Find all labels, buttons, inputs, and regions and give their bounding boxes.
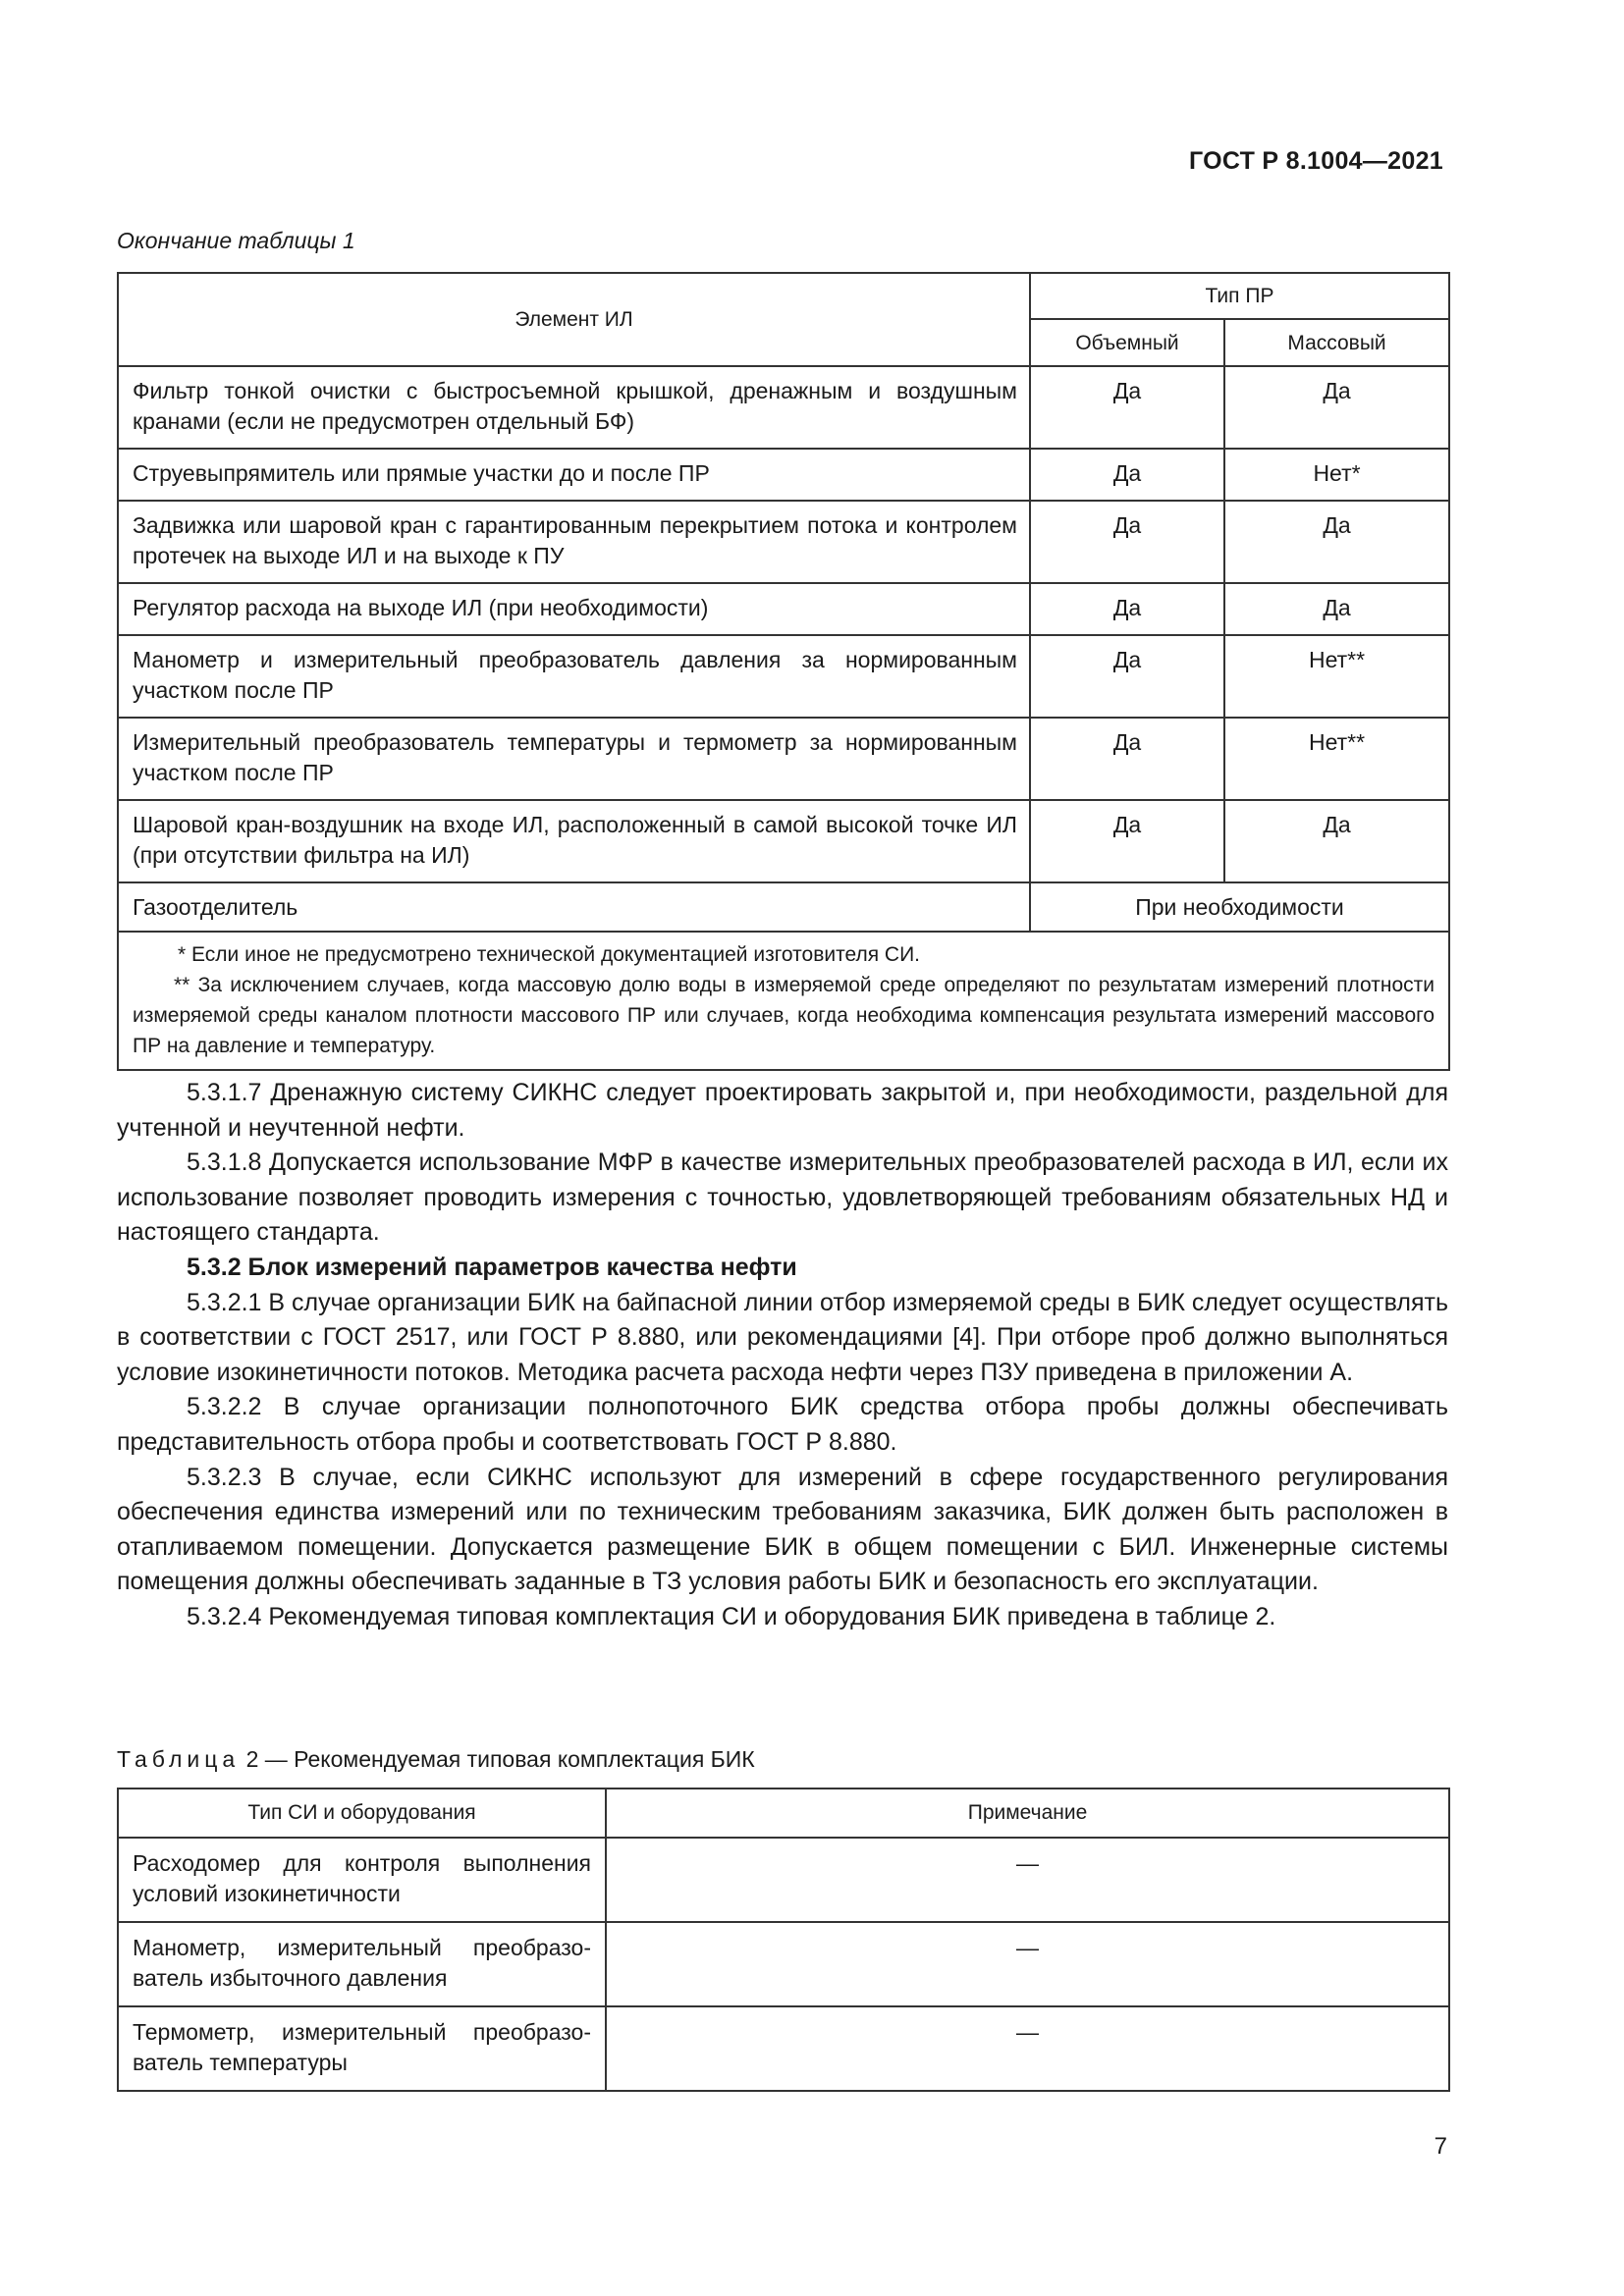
table1-cell-mass: Нет** [1224, 635, 1449, 718]
table2-caption-text: 2 — Рекомендуемая типовая комплектация БИК [240, 1746, 755, 1772]
table1-notes [118, 932, 1449, 1070]
table1-cell-volumetric: Да [1030, 366, 1224, 449]
table1-cell-volumetric: Да [1030, 449, 1224, 501]
table-row [118, 501, 1449, 583]
table2 [117, 1788, 1450, 2092]
table2-header-note: Примечание [606, 1789, 1449, 1838]
paragraph-5-3-1-8: 5.3.1.8 Допускается использование МФР в качестве измерительных преобразователей расхода в ИЛ, если их использование позволяет проводить измерения с точностью, удовлетворяющей требованиям обязательных НД и настоящего стандарта. [117, 1148, 1448, 1247]
table-row [118, 2006, 1449, 2091]
table2-cell-note: — [606, 1922, 1449, 2006]
table1-caption: Окончание таблицы 1 [117, 228, 355, 253]
table1-cell-element: Задвижка или шаровой кран с гарантированным перекрытием потока и контролем протечек на выходе ИЛ и на выходе к ПУ [118, 501, 1030, 583]
table-row [118, 366, 1449, 449]
table1-cell-element: Манометр и измерительный преобразователь давления за нормированным участком после ПР [118, 635, 1030, 718]
table1-cell-volumetric: Да [1030, 583, 1224, 635]
table1-cell-volumetric: Да [1030, 800, 1224, 882]
table1-cell-mass: Да [1224, 800, 1449, 882]
table-row [118, 882, 1449, 932]
table1-header-type-group: Тип ПР [1030, 273, 1449, 319]
table1-cell-element: Измерительный преобразователь температуры и термометр за нормированным участком после ПР [118, 718, 1030, 800]
table1-cell-volumetric: Да [1030, 718, 1224, 800]
table2-cell-type: Манометр, измерительный преобразователь избыточного давления [118, 1922, 606, 2006]
table1-notes-row [118, 932, 1449, 1070]
table1-header-element: Элемент ИЛ [118, 273, 1030, 366]
table-row [118, 1922, 1449, 2006]
table1-cell-mass: Да [1224, 501, 1449, 583]
table-row [118, 449, 1449, 501]
table2-cell-note: — [606, 2006, 1449, 2091]
table1-cell-element: Регулятор расхода на выходе ИЛ (при необходимости) [118, 583, 1030, 635]
table1-header-mass: Массовый [1224, 319, 1449, 366]
table1-cell-volumetric: Да [1030, 635, 1224, 718]
table2-cell-type: Расходомер для контроля выполнения условий изокинетичности [118, 1838, 606, 1922]
paragraph-5-3-2-2: 5.3.2.2 В случае организации полнопоточного БИК средства отбора пробы должны обеспечивать представительность отбора пробы и соответствовать ГОСТ Р 8.880. [117, 1393, 1448, 1456]
paragraph-5-3-2-3: 5.3.2.3 В случае, если СИКНС используют для измерений в сфере государственного регулирования обеспечения единства измерений или по техническим требованиям заказчика, БИК должен быть расположен в отапливаемом помещении. Допускается размещение БИК в общем помещении с БИЛ. Инженерные системы помещения должны обеспечивать заданные в ТЗ условия работы БИК и безопасность его эксплуатации. [117, 1463, 1448, 1596]
table2-cell-note: — [606, 1838, 1449, 1922]
table-row [118, 583, 1449, 635]
table1-header-volumetric: Объемный [1030, 319, 1224, 366]
table1-footnote-1: * Если иное не предусмотрено технической документацией изготовителя СИ. [178, 943, 921, 966]
table1-cell-mass: Нет* [1224, 449, 1449, 501]
table2-cell-type: Термометр, измерительный преобразователь температуры [118, 2006, 606, 2091]
table2-header-type: Тип СИ и оборудования [118, 1789, 606, 1838]
table-row [118, 718, 1449, 800]
table1-cell-mass: Да [1224, 366, 1449, 449]
table-row [118, 635, 1449, 718]
table1-cell-element: Фильтр тонкой очистки с быстросъемной крышкой, дренажным и воздушным кранами (если не предусмотрен отдельный БФ) [118, 366, 1030, 449]
table2-caption [117, 1746, 755, 1773]
table1-cell-volumetric: Да [1030, 501, 1224, 583]
table2-caption-label: Таблица [117, 1746, 241, 1772]
paragraph-5-3-1-7: 5.3.1.7 Дренажную систему СИКНС следует проектировать закрытой и, при необходимости, раздельной для учтенной и неучтенной нефти. [117, 1079, 1448, 1142]
table1-cell-element: Струевыпрямитель или прямые участки до и после ПР [118, 449, 1030, 501]
document-standard-number: ГОСТ Р 8.1004—2021 [1188, 147, 1443, 175]
paragraph-5-3-2-1: 5.3.2.1 В случае организации БИК на байпасной линии отбор измеряемой среды в БИК следует осуществлять в соответствии с ГОСТ 2517, или ГОСТ Р 8.880, или рекомендациями [4]. При отборе проб должно выполняться условие изокинетичности потоков. Методика расчета расхода нефти через ПЗУ приведена в приложении А. [117, 1288, 1448, 1386]
table1 [117, 272, 1450, 1071]
table1-cell-merged-value: При необходимости [1030, 882, 1449, 932]
table1-cell-element: Газоотделитель [118, 882, 1030, 932]
table1-cell-mass: Да [1224, 583, 1449, 635]
table1-cell-element: Шаровой кран-воздушник на входе ИЛ, расположенный в самой высокой точке ИЛ (при отсутствии фильтра на ИЛ) [118, 800, 1030, 882]
paragraph-5-3-2-4: 5.3.2.4 Рекомендуемая типовая комплектация СИ и оборудования БИК приведена в таблице 2. [187, 1602, 1276, 1630]
section-heading-5-3-2: 5.3.2 Блок измерений параметров качества нефти [187, 1253, 797, 1281]
page-number: 7 [1434, 2133, 1447, 2160]
table-row [118, 1838, 1449, 1922]
table-row [118, 800, 1449, 882]
table1-cell-mass: Нет** [1224, 718, 1449, 800]
table1-footnote-2: ** За исключением случаев, когда массовую долю воды в измеряемой среде определяют по результатам измерений плотности измеряемой среды каналом плотности массового ПР или случаев, когда необходима компенсация результата измерений массового ПР на давление и температуру. [133, 974, 1435, 1057]
body-text [117, 1076, 1448, 1635]
